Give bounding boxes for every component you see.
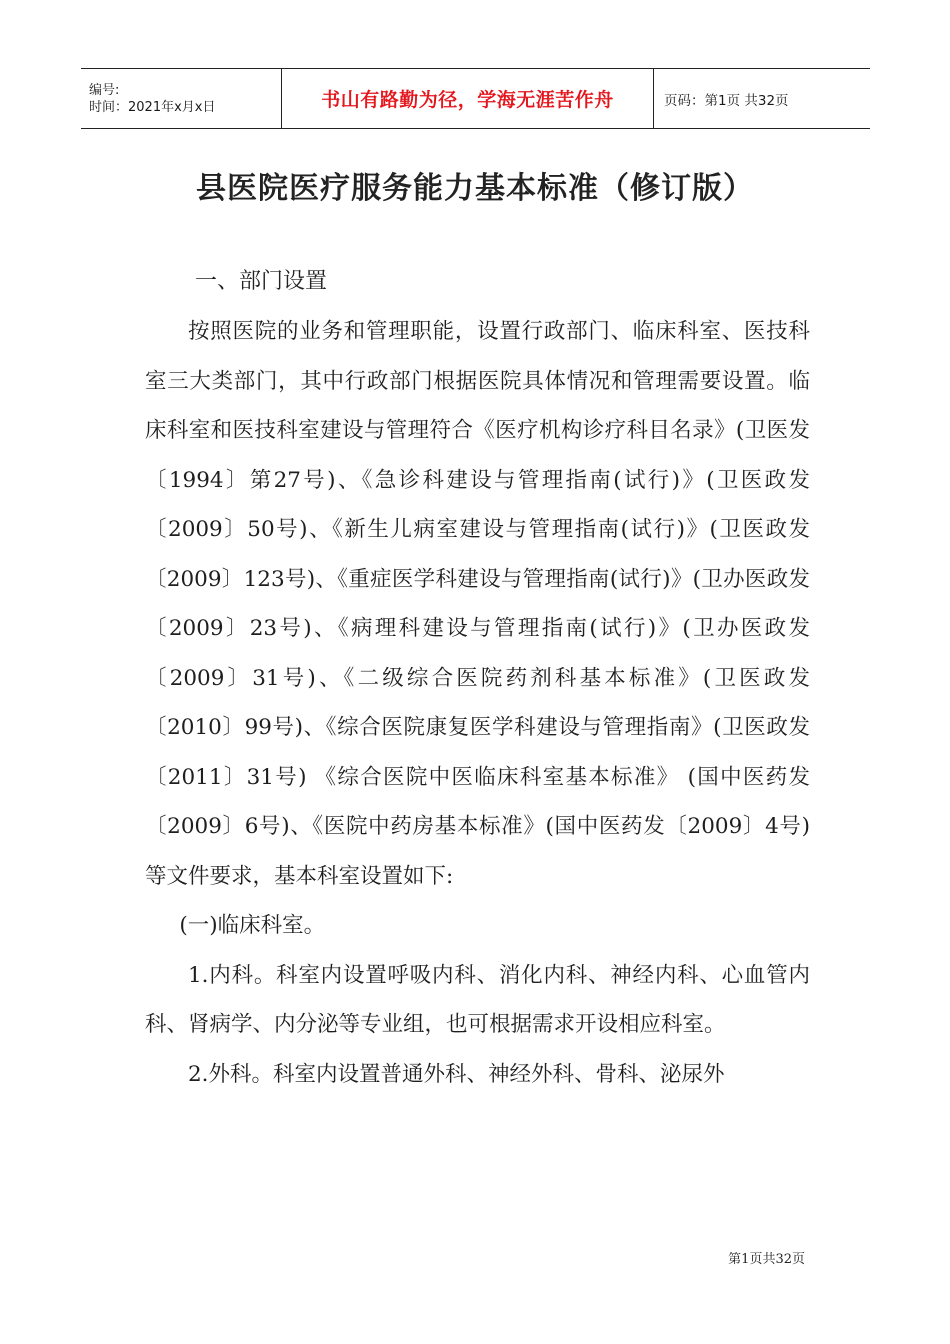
header-page-number: 页码：第1页 共32页	[664, 92, 789, 109]
section-heading: 一、部门设置	[195, 269, 328, 294]
subheading: (一)临床科室。	[179, 913, 326, 938]
document-header	[81, 68, 870, 129]
date-label: 时间：2021年x月x日	[89, 99, 216, 115]
document-body	[145, 307, 810, 1099]
header-motto-cell	[282, 69, 654, 128]
document-title: 县医院医疗服务能力基本标准（修订版）	[196, 171, 754, 206]
footer-page-number: 第1页共32页	[728, 1252, 805, 1267]
serial-number-label: 编号:	[89, 82, 120, 98]
list-item: 2.外科。科室内设置普通外科、神经外科、骨科、泌尿外	[188, 1061, 725, 1087]
header-meta	[81, 69, 282, 128]
list-item: 1.内科。科室内设置呼吸内科、消化内科、神经内科、心血管内科、肾病学、内分泌等专业组，也可根据需求开设相应科室。	[145, 962, 810, 1037]
paragraph: 按照医院的业务和管理职能，设置行政部门、临床科室、医技科室三大类部门，其中行政部门根据医院具体情况和管理需要设置。临床科室和医技科室建设与管理符合《医疗机构诊疗科目名录》(卫医发〔1994〕第27号)、《急诊科建设与管理指南(试行)》(卫医政发〔2009〕50号)、《新生儿病室建设与管理指南(试行)》(卫医政发〔2009〕123号)、《重症医学科建设与管理指南(试行)》(卫办医政发〔2009〕23号)、《病理科建设与管理指南(试行)》(卫办医政发〔2009〕31号)、《二级综合医院药剂科基本标准》(卫医政发〔2010〕99号)、《综合医院康复医学科建设与管理指南》(卫医政发〔2011〕31号) 《综合医院中医临床科室基本标准》 (国中医药发〔2009〕6号)、《医院中药房基本标准》(国中医药发〔2009〕4号)等文件要求，基本科室设置如下:	[145, 319, 810, 889]
header-motto: 书山有路勤为径，学海无涯苦作舟	[321, 89, 614, 111]
header-page-cell	[654, 69, 870, 128]
